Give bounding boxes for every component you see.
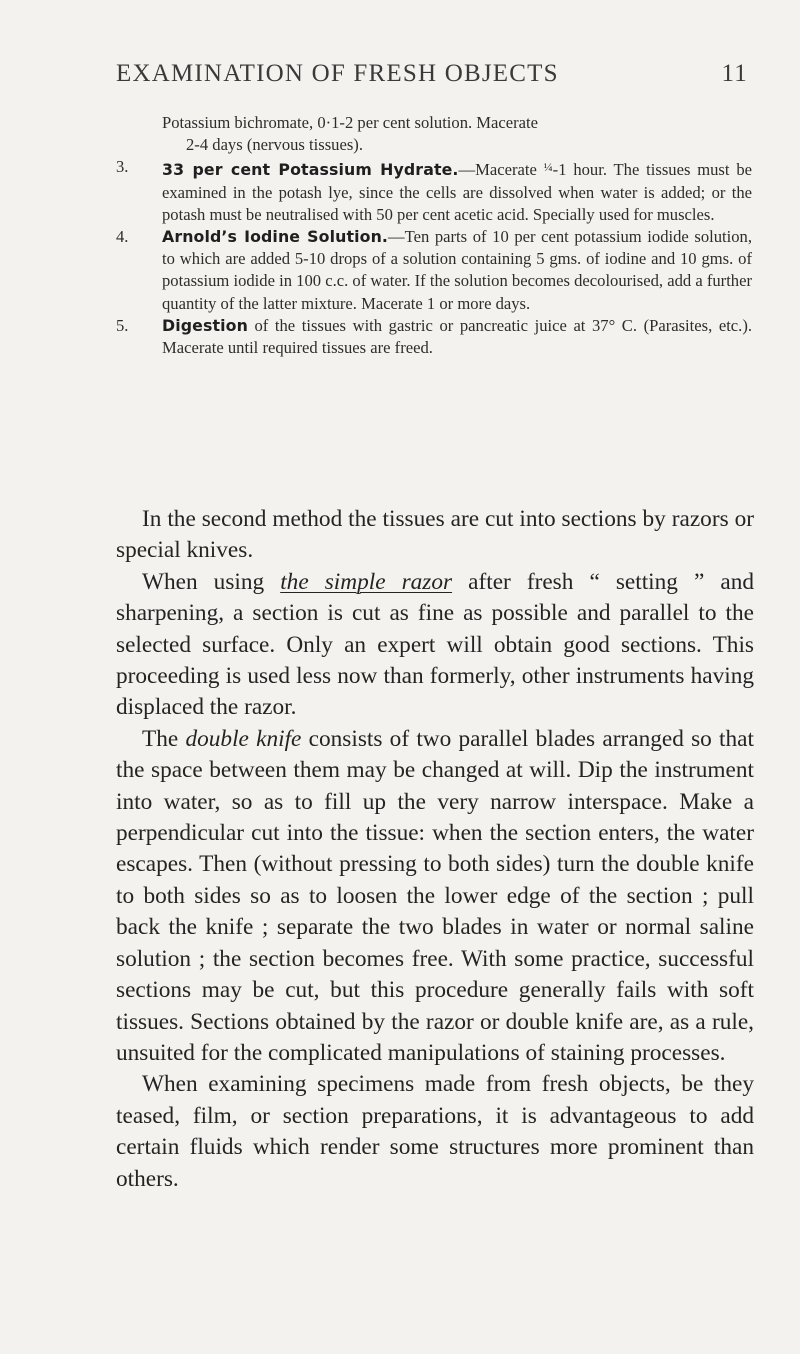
running-head-title: EXAMINATION OF FRESH OBJECTS bbox=[116, 60, 559, 87]
list-item-3 bbox=[116, 156, 752, 226]
paragraph-text: after fresh “ setting ” and sharpening, a section is cut as fine as possible and parallel to the selected surface. Only an expert will obtain good sections. This proceeding is used less now than formerly, other instruments having displaced the razor. bbox=[116, 568, 755, 721]
paragraph-text: consists of two parallel blades arranged so that the space between them may be changed at will. Dip the instrument into water, so as to fill up the very narrow interspace. Make a perpendicular cut into the tissue: when the section enters, the water escapes. Then (without pressing to both sides) turn the double knife to both sides so as to loosen the lower edge of the section ; pull back the knife ; separate the two blades in water or normal saline solution ; the section becomes free. With some practice, successful sections may be cut, but this procedure generally fails with soft tissues. Sections obtained by the razor or double knife are, as a rule, unsuited for the complicated manipulations of staining processes. bbox=[116, 725, 754, 1066]
list-item-heading: Digestion bbox=[162, 315, 248, 335]
list-item-2-continuation bbox=[116, 112, 752, 156]
body-text bbox=[116, 504, 754, 1195]
list-item-text: -1 hour. The tissues must be examined in the potash lye, since the cells are dissolved when water is added; or the potash must be neutralised with 50 per cent acetic acid. Specially used for muscles. bbox=[162, 160, 752, 224]
list-item-number: 3. bbox=[116, 157, 129, 177]
paragraph bbox=[116, 724, 754, 1069]
paragraph bbox=[116, 567, 754, 724]
paragraph: When examining specimens made from fresh objects, be they teased, film, or section preparations, it is advantageous to add certain fluids which render some structures more prominent than others. bbox=[116, 1071, 754, 1192]
list-item-number: 5. bbox=[116, 315, 129, 335]
italic-term: double knife bbox=[185, 725, 302, 752]
page-number: 11 bbox=[721, 60, 748, 87]
list-item-heading: 33 per cent Potassium Hydrate. bbox=[162, 160, 459, 180]
italic-term: the simple razor bbox=[280, 568, 453, 595]
list-item-number: 4. bbox=[116, 227, 129, 247]
paragraph: In the second method the tissues are cut into sections by razors or special knives. bbox=[116, 506, 754, 564]
fraction: ¼ bbox=[543, 160, 553, 175]
list-item-5 bbox=[116, 315, 752, 359]
list-item-text: —Ten parts of 10 per cent potassium iodide solution, to which are added 5-10 drops of a solution containing 5 gms. of iodine and 10 gms. of potassium iodide in 100 c.c. of water. If the solution becomes decolourised, add a further quantity of the latter mixture. Macerate 1 or more days. bbox=[162, 227, 752, 313]
running-head bbox=[116, 60, 748, 94]
item2-line1: Potassium bichromate, 0·1-2 per cent solution. Macerate bbox=[162, 113, 539, 132]
list-item-4 bbox=[116, 226, 752, 315]
list-item-text: of the tissues with gastric or pancreatic juice at 37° C. (Parasites, etc.). Macerate until required tissues are freed. bbox=[162, 315, 752, 358]
paragraph-text: When using bbox=[142, 568, 281, 595]
paragraph-text: The bbox=[142, 725, 186, 752]
list-item-text: —Macerate bbox=[458, 160, 544, 180]
list-item-heading: Arnold’s Iodine Solution. bbox=[162, 227, 389, 247]
item2-line2: 2-4 days (nervous tissues). bbox=[186, 135, 363, 155]
maceration-methods-list bbox=[116, 112, 752, 359]
